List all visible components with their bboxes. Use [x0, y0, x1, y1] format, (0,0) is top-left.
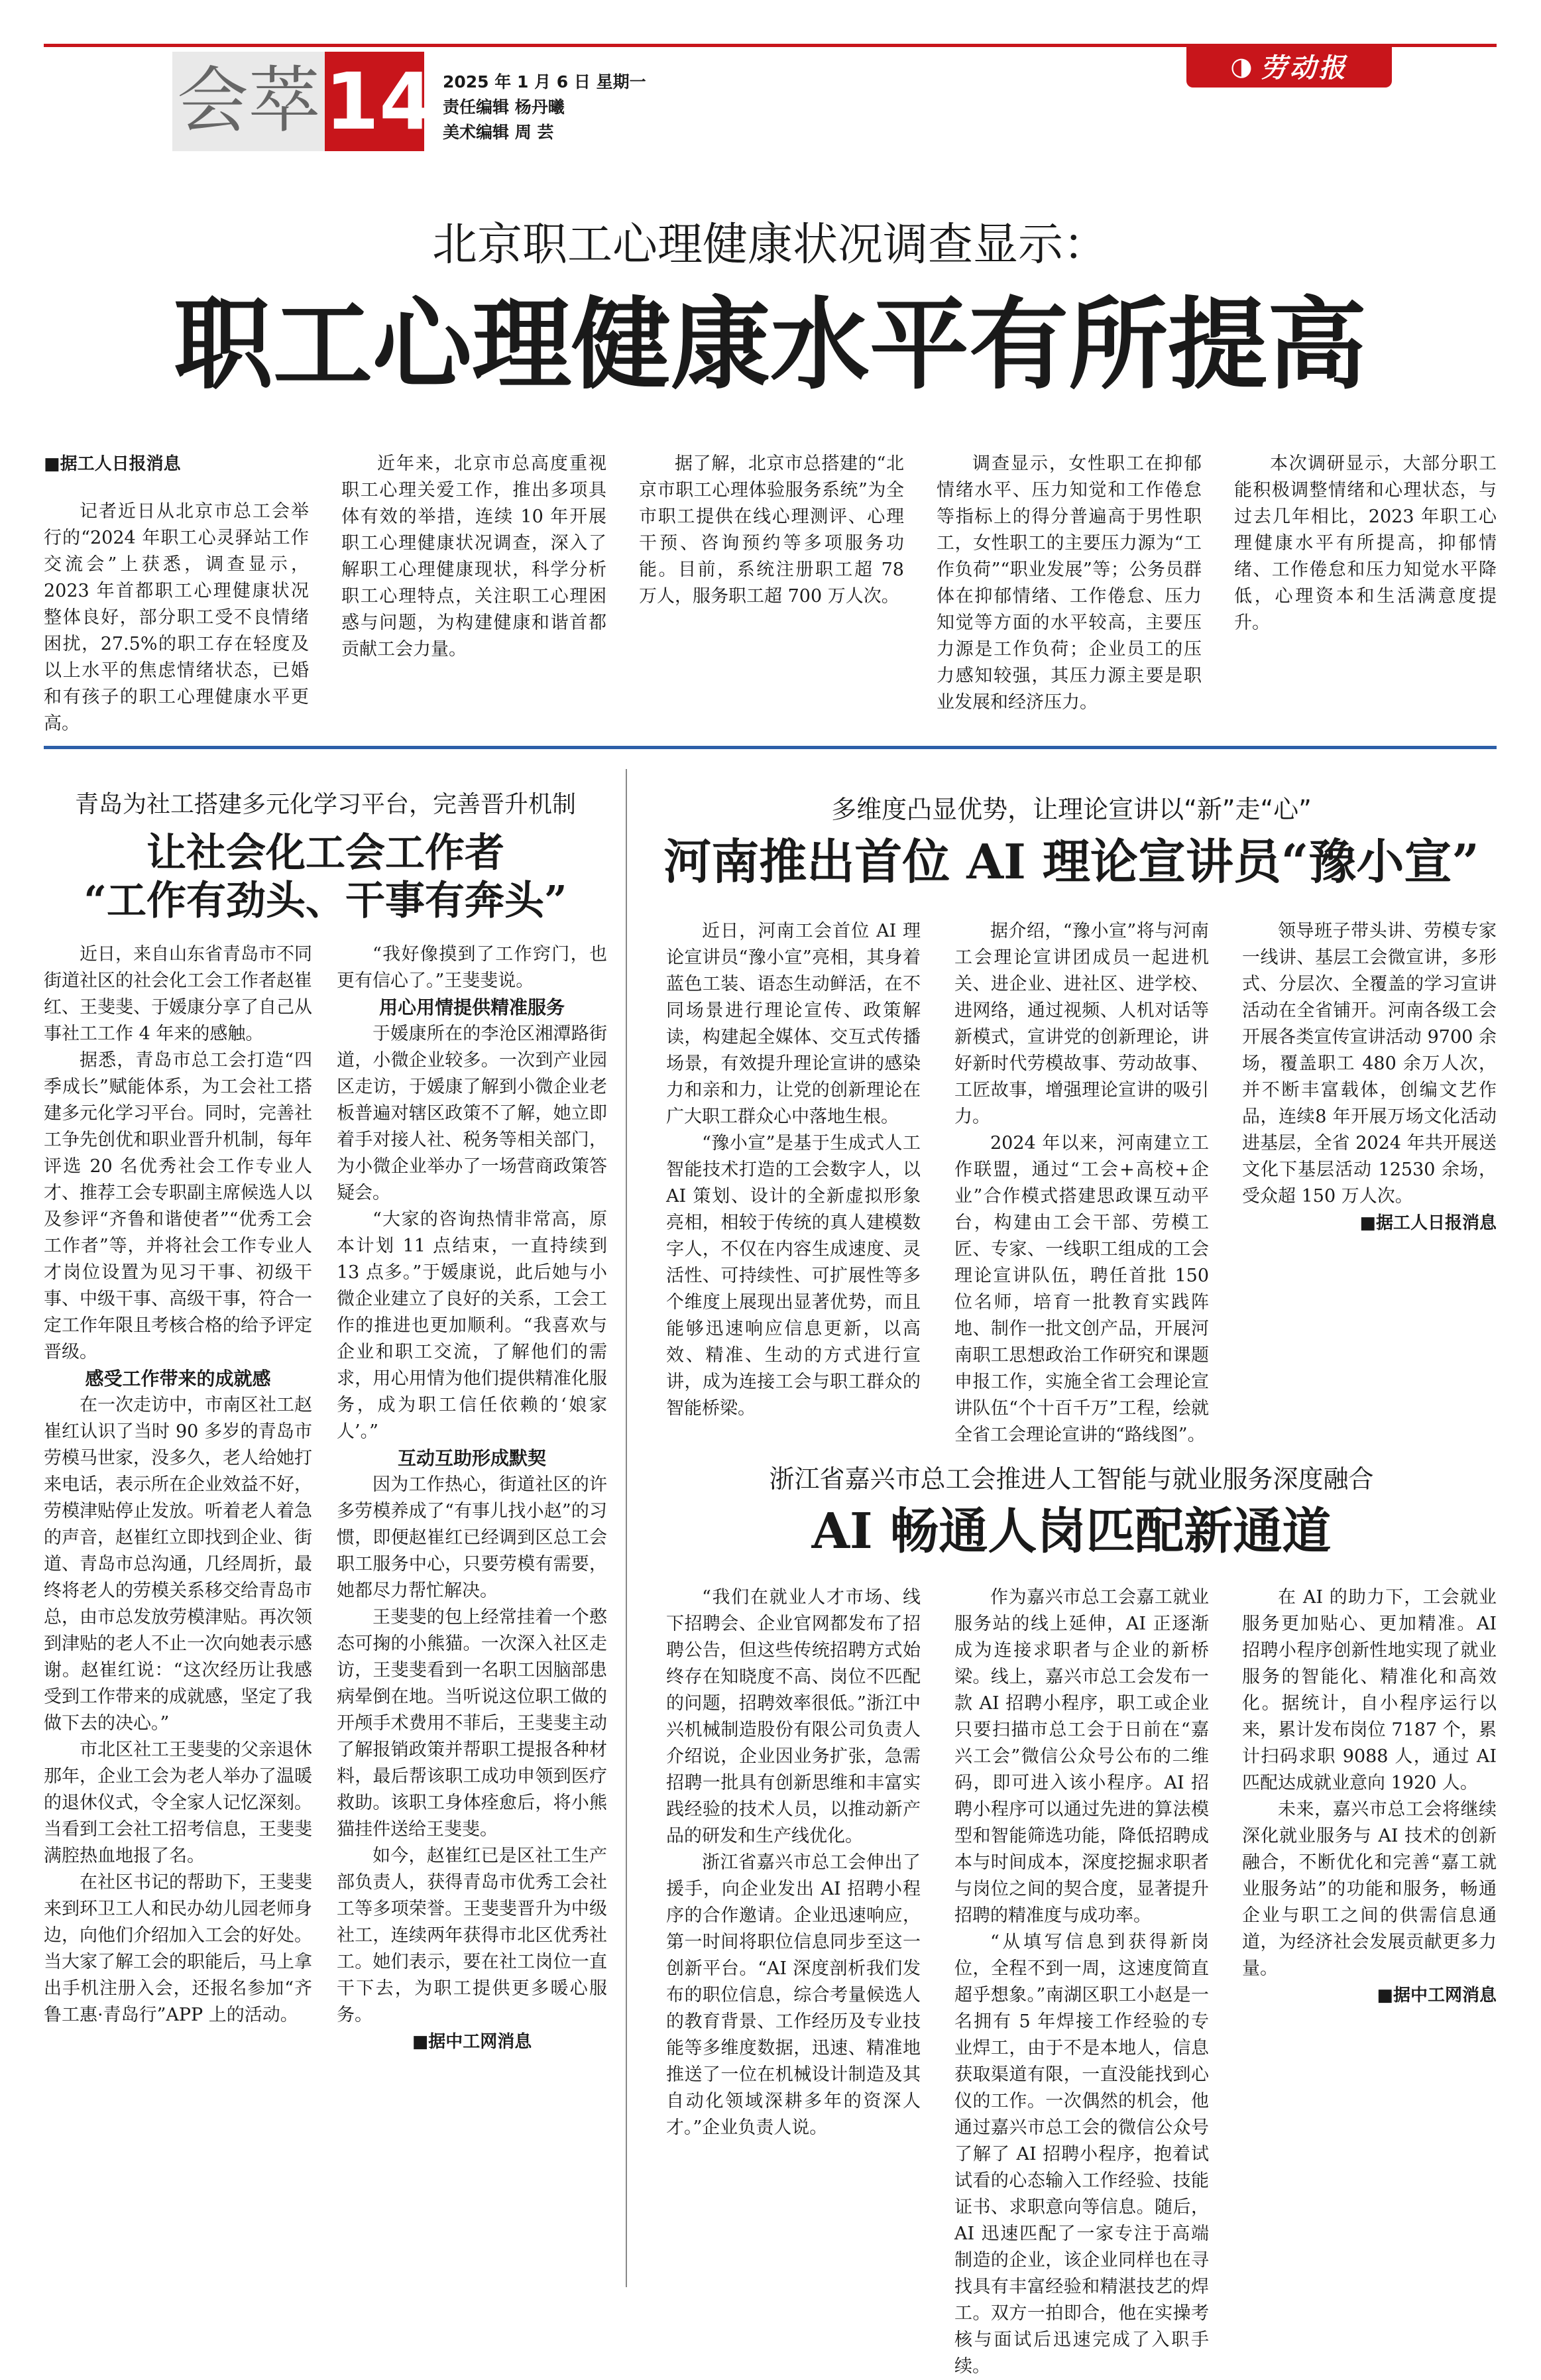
jiaxing-paragraph: 在 AI 的助力下，工会就业服务更加贴心、更加精准。AI 招聘小程序创新性地实现了就业服务的智能化、精准化和高效化。据统计，自小程序运行以来，累计发布岗位 7187 个，累计扫码求职 9088 人，通过 AI 匹配达成就业意向 1920 人。: [1242, 1587, 1497, 1793]
issue-date: 2025 年 1 月 6 日 星期一: [443, 72, 646, 91]
henan-paragraph: 2024 年以来，河南建立工作联盟，通过“工会+高校+企业”合作模式搭建思政课互动平台，构建由工会干部、劳模工匠、专家、一线职工组成的工会理论宣讲队伍，聘任首批 150 位名师，培育一批教育实践阵地、制作一批文创产品，开展河南职工思想政治工作研究和课题申报工作，实施全省工会理论宣讲队伍“个十百千万”工程，绘就全省工会理论宣讲的“路线图”。: [954, 1133, 1209, 1445]
lead-paragraph: 调查显示，女性职工在抑郁情绪水平、压力知觉和工作倦怠等指标上的得分普遍高于男性职工，女性职工的主要压力源为“工作负荷”“职业发展”等；公务员群体在抑郁情绪、工作倦怠、压力知觉等方面的水平较高，主要压力源是工作负荷；企业员工的压力感知较强，其压力源主要是职业发展和经济压力。: [937, 453, 1202, 713]
section-divider: [44, 746, 1497, 749]
henan-paragraph: 近日，河南工会首位 AI 理论宣讲员“豫小宣”亮相，其身着蓝色工装、语态生动鲜活，在不同场景进行理论宣传、政策解读，构建起全媒体、交互式传播场景，有效提升理论宣讲的感染力和亲和力，让党的创新理论在广大职工群众心中落地生根。: [666, 921, 921, 1127]
lead-paragraph: 记者近日从北京市总工会举行的“2024 年职工心灵驿站工作交流会”上获悉，调查显示，2023 年首都职工心理健康状况整体良好，部分职工受不良情绪困扰，27.5%的职工存在轻度及以上水平的焦虑情绪状态，已婚和有孩子的职工心理健康水平更高。: [44, 501, 309, 734]
left-paragraph: 在一次走访中，市南区社工赵崔红认识了当时 90 多岁的青岛市劳模马世家，没多久，老人给她打来电话，表示所在企业效益不好，劳模津贴停止发放。听着老人着急的声音，赵崔红立即找到企业、街道、青岛市总沟通，几经周折，最终将老人的劳模关系移交给青岛市总，由市总发放劳模津贴。再次领到津贴的老人不止一次向她表示感谢。赵崔红说：“这次经历让我感受到工作带来的成就感，坚定了我做下去的决心。”: [44, 1395, 312, 1734]
page-number: 14: [325, 52, 424, 151]
left-subhead: 用心用情提供精准服务: [378, 996, 565, 1018]
henan-kicker: 多维度凸显优势，让理论宣讲以“新”走“心”: [831, 795, 1312, 824]
left-paragraph: 市北区社工王斐斐的父亲退休那年，企业工会为老人举办了温暖的退休仪式，令全家人记忆深刻。当看到工会社工招考信息，王斐斐满腔热血地报了名。: [44, 1740, 312, 1866]
jiaxing-headline: AI 畅通人岗匹配新通道: [811, 1503, 1332, 1560]
lead-col-5: [1234, 451, 1497, 636]
henan-col-1: [666, 918, 921, 1422]
paper-logo: [1186, 44, 1392, 88]
paper-logo-icon: ◑: [1230, 50, 1253, 81]
left-headline-line1: 让社会化工会工作者: [146, 830, 504, 876]
jiaxing-col-2: [954, 1584, 1209, 2380]
lead-paragraph: 本次调研显示，大部分职工能积极调整情绪和心理状态，与过去几年相比，2023 年职工心理健康水平有所提高，抑郁情绪、工作倦怠和压力知觉水平降低，心理资本和生活满意度提升。: [1234, 453, 1497, 633]
left-subhead: 互动互助形成默契: [397, 1447, 546, 1469]
henan-headline: 河南推出首位 AI 理论宣讲员“豫小宣”: [663, 833, 1479, 890]
section-name: 会萃: [172, 52, 325, 151]
left-paragraph: 在社区书记的帮助下，王斐斐来到环卫工人和民办幼儿园老师身边，向他们介绍加入工会的好处。当大家了解工会的职能后，马上拿出手机注册入会，还报名参加“齐鲁工惠·青岛行”APP 上的活动。: [44, 1872, 312, 2025]
lead-source: ■据工人日报消息: [44, 454, 181, 474]
lead-col-1: [44, 451, 309, 737]
left-paragraph: 于媛康所在的李沧区湘潭路街道，小微企业较多。一次到产业园区走访，于媛康了解到小微企业老板普遍对辖区政策不了解，她立即着手对接人社、税务等相关部门，为小微企业举办了一场营商政策答疑会。: [337, 1024, 607, 1203]
left-paragraph: 近日，来自山东省青岛市不同街道社区的社会化工会工作者赵崔红、王斐斐、于媛康分享了自己从事社工工作 4 年来的感触。: [44, 944, 312, 1044]
jiaxing-paragraph: 未来，嘉兴市总工会将继续深化就业服务与 AI 技术的创新融合，不断优化和完善“嘉工就业服务站”的功能和服务，畅通企业与职工之间的供需信息通道，为经济社会发展贡献更多力量。: [1242, 1799, 1497, 1979]
left-paragraph: 如今，赵崔红已是区社工生产部负责人，获得青岛市优秀工会社工等多项荣誉。王斐斐晋升为中级社工，连续两年获得市北区优秀社工。她们表示，要在社工岗位一直干下去，为职工提供更多暖心服务。: [337, 1846, 607, 2025]
jiaxing-col-1: [666, 1584, 921, 2141]
henan-col-2: [954, 918, 1209, 1449]
lead-col-4: [937, 451, 1202, 716]
lead-col-2: [341, 451, 606, 663]
left-paragraph: “我好像摸到了工作窍门，也更有信心了。”王斐斐说。: [337, 944, 607, 991]
left-paragraph: 王斐斐的包上经常挂着一个憨态可掬的小熊猫。一次深入社区走访，王斐斐看到一名职工因脑部患病晕倒在地。当听说这位职工做的开颅手术费用不菲后，王斐斐主动了解报销政策并帮职工提报各种材料，最后帮该职工成功申领到医疗救助。该职工身体痊愈后，将小熊猫挂件送给王斐斐。: [337, 1607, 607, 1840]
left-kicker: 青岛为社工搭建多元化学习平台，完善晋升机制: [74, 791, 576, 818]
left-subhead: 感受工作带来的成就感: [85, 1368, 271, 1390]
henan-paragraph: 领导班子带头讲、劳模专家一线讲、基层工会微宣讲，多形式、分层次、全覆盖的学习宣讲活动在全省铺开。河南各级工会开展各类宣传宣讲活动 9700 余场，覆盖职工 480 余万人次，并不断丰富载体，创编文艺作品，连续8 年开展万场文化活动进基层，全省 2024 年共开展送文化下基层活动 12530 余场，受众超 150 万人次。: [1242, 921, 1497, 1207]
responsible-editor: 责任编辑 杨丹曦: [443, 97, 565, 117]
paper-name: 劳动报: [1260, 52, 1348, 84]
art-editor: 美术编辑 周 芸: [443, 123, 554, 142]
henan-col-3: [1242, 918, 1497, 1236]
left-paragraph: 据悉，青岛市总工会打造“四季成长”赋能体系，为工会社工搭建多元化学习平台。同时，完善社工争先创优和职业晋升机制，每年评选 20 名优秀社会工作专业人才、推荐工会专职副主席候选人以及参评“齐鲁和谐使者”“优秀工会工作者”等，并将社会工作专业人才岗位设置为见习干事、初级干事、中级干事、高级干事，符合一定工作年限且考核合格的给予评定晋级。: [44, 1050, 312, 1362]
left-paragraph: 因为工作热心，街道社区的许多劳模养成了“有事儿找小赵”的习惯，即便赵崔红已经调到区总工会职工服务中心，只要劳模有需要，她都尽力帮忙解决。: [337, 1474, 607, 1601]
left-headline-line2: “工作有劲头、干事有奔头”: [84, 878, 567, 924]
lead-paragraph: 近年来，北京市总高度重视职工心理关爱工作，推出多项具体有效的举措，连续 10 年开展职工心理健康状况调查，深入了解职工心理健康现状，科学分析职工心理特点，关注职工心理困惑与问题，为构建健康和谐首都贡献工会力量。: [341, 453, 606, 660]
jiaxing-col-3: [1242, 1584, 1497, 2009]
lead-col-3: [639, 451, 904, 610]
jiaxing-paragraph: “从填写信息到获得新岗位，全程不到一周，这速度简直超乎想象。”南湖区职工小赵是一名拥有 5 年焊接工作经验的专业焊工，由于不是本地人，信息获取渠道有限，一直没能找到心仪的工作。一次偶然的机会，他通过嘉兴市总工会的微信公众号了解了 AI 招聘小程序，抱着试试看的心态输入工作经验、技能证书、求职意向等信息。随后，AI 迅速匹配了一家专注于高端制造的企业，该企业同样也在寻找具有丰富经验和精湛技艺的焊工。双方一拍即合，他在实操考核与面试后迅速完成了入职手续。: [954, 1932, 1209, 2377]
jiaxing-kicker: 浙江省嘉兴市总工会推进人工智能与就业服务深度融合: [769, 1464, 1374, 1494]
jiaxing-source: ■据中工网消息: [1377, 1986, 1497, 2005]
henan-source: ■据工人日报消息: [1359, 1213, 1497, 1233]
henan-paragraph: “豫小宣”是基于生成式人工智能技术打造的工会数字人，以 AI 策划、设计的全新虚拟形象亮相，相较于传统的真人建模数字人，不仅在内容生成速度、灵活性、可持续性、可扩展性等多个维度上展现出显著优势，而且能够迅速响应信息更新，以高效、精准、生动的方式进行宣讲，成为连接工会与职工群众的智能桥梁。: [666, 1133, 921, 1419]
lead-headline: 职工心理健康水平有所提高: [173, 286, 1367, 403]
lead-kicker: 北京职工心理健康状况调查显示：: [431, 219, 1108, 271]
left-paragraph: “大家的咨询热情非常高，原本计划 11 点结束，一直持续到 13 点多。”于媛康说，此后她与小微企业建立了良好的关系，工会工作的推进也更加顺利。“我喜欢与企业和职工交流，了解他们的需求，用心用情为他们提供精准化服务，成为职工信任依赖的‘娘家人’。”: [337, 1209, 607, 1442]
henan-paragraph: 据介绍，“豫小宣”将与河南工会理论宣讲团成员一起进机关、进企业、进社区、进学校、进网络，通过视频、人机对话等新模式，宣讲党的创新理论，讲好新时代劳模故事、劳动故事、工匠故事，增强理论宣讲的吸引力。: [954, 921, 1209, 1127]
lead-paragraph: 据了解，北京市总搭建的“北京市职工心理体验服务系统”为全市职工提供在线心理测评、心理干预、咨询预约等多项服务功能。目前，系统注册职工超 78 万人，服务职工超 700 万人次。: [639, 453, 904, 607]
jiaxing-paragraph: 浙江省嘉兴市总工会伸出了援手，向企业发出 AI 招聘小程序的合作邀请。企业迅速响应，第一时间将职位信息同步至这一创新平台。“AI 深度剖析我们发布的职位信息，综合考量候选人的教育背景、工作经历及专业技能等多维度数据，迅速、精准地推送了一位在机械设计制造及其自动化领域深耕多年的资深人才。”企业负责人说。: [666, 1852, 921, 2138]
column-divider: [626, 769, 627, 2287]
left-col-2: [337, 941, 607, 2055]
left-source: ■据中工网消息: [412, 2032, 532, 2052]
jiaxing-paragraph: 作为嘉兴市总工会嘉工就业服务站的线上延伸，AI 正逐渐成为连接求职者与企业的新桥梁。线上，嘉兴市总工会发布一款 AI 招聘小程序，职工或企业只要扫描市总工会于日前在“嘉兴工会”微信公众号公布的二维码，即可进入该小程序。AI 招聘小程序可以通过先进的算法模型和智能筛选功能，降低招聘成本与时间成本，深度挖掘求职者与岗位之间的契合度，显著提升招聘的精准度与成功率。: [954, 1587, 1209, 1926]
jiaxing-paragraph: “我们在就业人才市场、线下招聘会、企业官网都发布了招聘公告，但这些传统招聘方式始终存在知晓度不高、岗位不匹配的问题，招聘效率很低。”浙江中兴机械制造股份有限公司负责人介绍说，企业因业务扩张，急需招聘一批具有创新思维和丰富实践经验的技术人员，以推动新产品的研发和生产线优化。: [666, 1587, 921, 1846]
left-col-1: [44, 941, 312, 2029]
